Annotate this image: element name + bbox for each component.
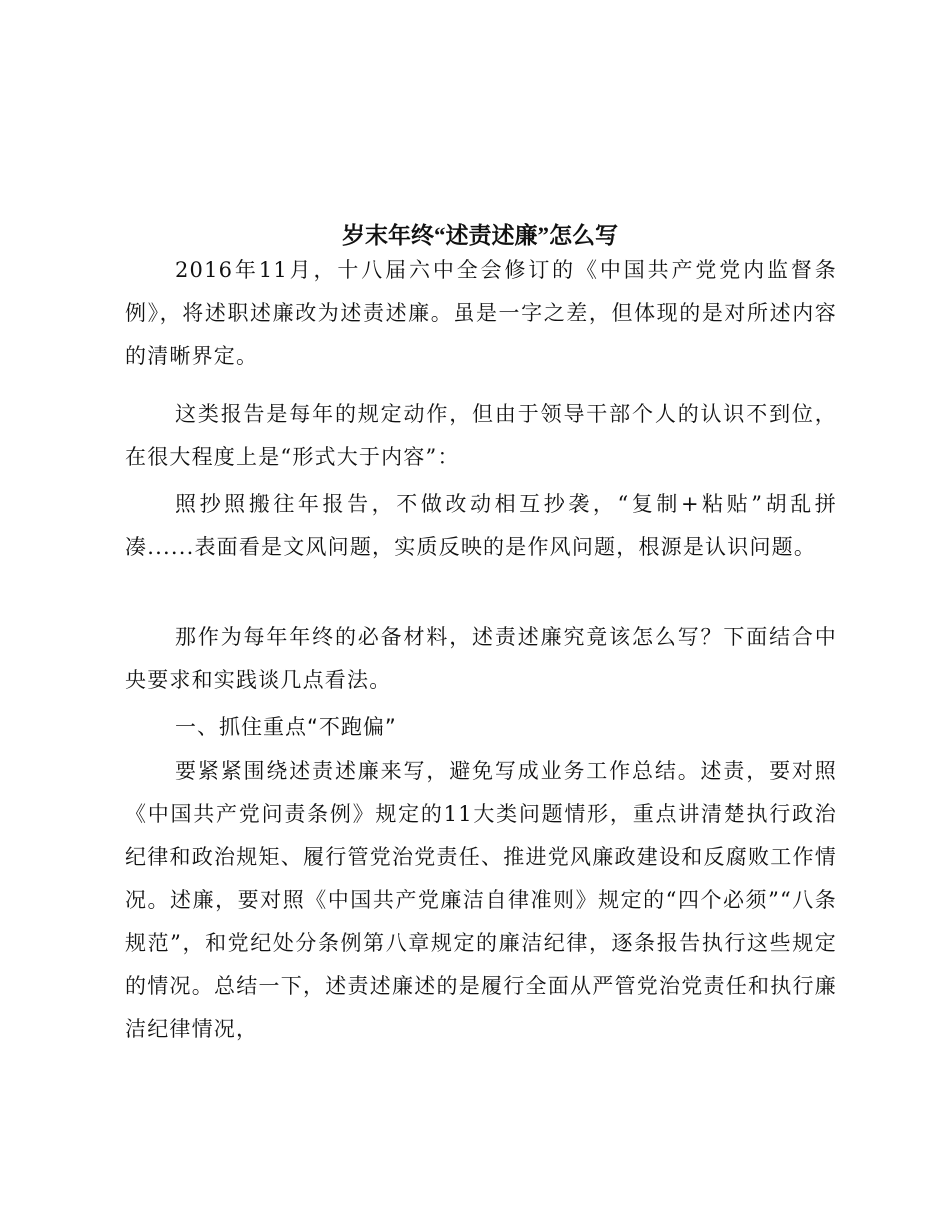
paragraph-section-1: 要紧紧围绕述责述廉来写，避免写成业务工作总结。述责，要对照《中国共产党问责条例》规定的11大类问题情形，重点讲清楚执行政治纪律和政治规矩、履行管党治党责任、推进党风廉政建设和反腐败工作情况。述廉，要对照《中国共产党廉洁自律准则》规定的“四个必须”“八条规范”，和党纪处分条例第八章规定的廉洁纪律，逐条报告执行这些规定的情况。总结一下，述责述廉述的是履行全面从严管党治党责任和执行廉洁纪律情况， <box>125 759 837 1041</box>
document-title: 岁末年终“述责述廉”怎么写 <box>342 223 618 248</box>
paragraph-intro: 2016年11月，十八届六中全会修订的《中国共产党党内监督条例》，将述职述廉改为述责述廉。虽是一字之差，但体现的是对所述内容的清晰界定。 <box>125 258 837 368</box>
paragraph-examples: 照抄照搬往年报告，不做改动相互抄袭，“复制+粘贴”胡乱拼凑......表面看是文风问题，实质反映的是作风问题，根源是认识问题。 <box>125 492 837 559</box>
paragraph-problem: 这类报告是每年的规定动作，但由于领导干部个人的认识不到位，在很大程度上是“形式大于内容”： <box>125 402 837 469</box>
section-heading-1: 一、抓住重点“不跑偏” <box>175 715 397 739</box>
paragraph-question: 那作为每年年终的必备材料，述责述廉究竟该怎么写？下面结合中央要求和实践谈几点看法。 <box>125 625 837 692</box>
